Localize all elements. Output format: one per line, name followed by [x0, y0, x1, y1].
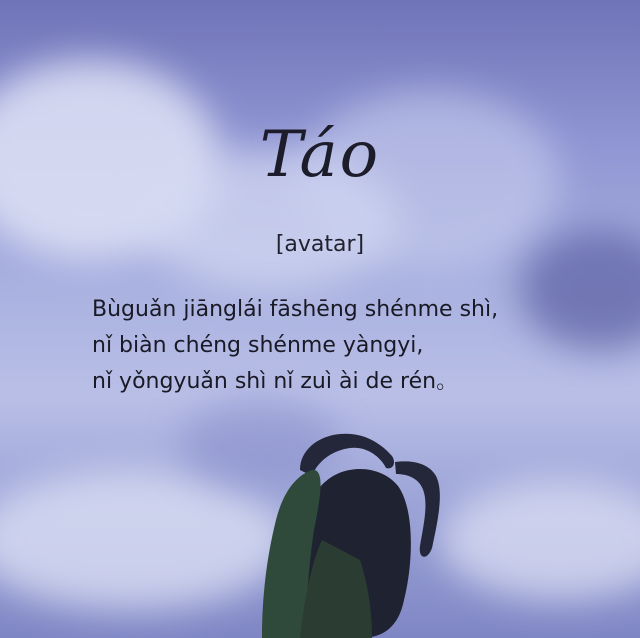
lyrics-line: Bùguǎn jiānglái fāshēng shénme shì, — [92, 297, 499, 322]
lyrics-line: nǐ biàn chéng shénme yàngyi, — [92, 333, 424, 358]
subtitle-text: [avatar] — [275, 232, 365, 257]
lyrics-line: nǐ yǒngyuǎn shì nǐ zuì ài de rén。 — [92, 369, 459, 394]
silhouette-arms — [300, 434, 394, 476]
title-text: Táo — [259, 118, 381, 192]
